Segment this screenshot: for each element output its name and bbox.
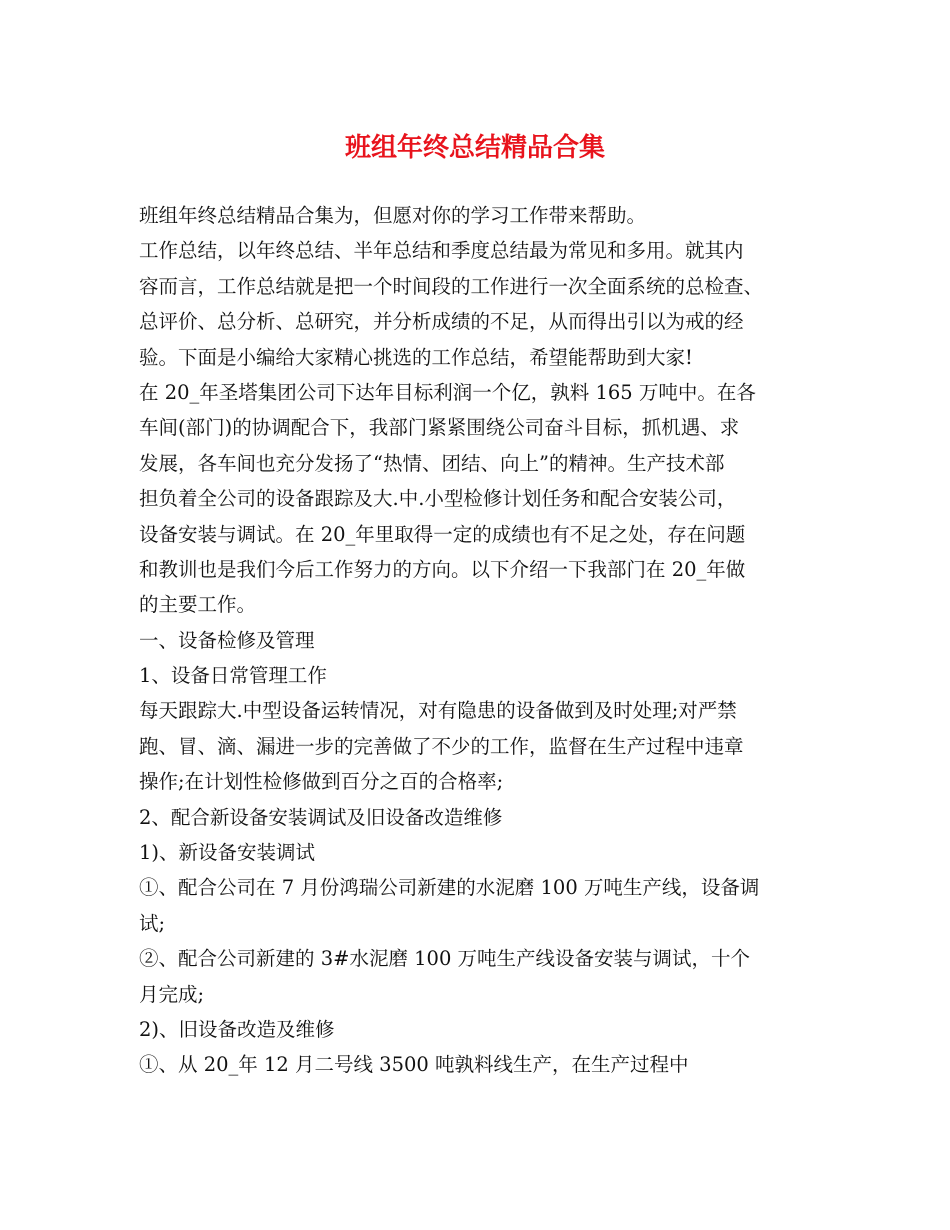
list-item-line: 月完成; xyxy=(139,982,205,1006)
body-line: 跑、冒、滴、漏进一步的完善做了不少的工作，监督在生产过程中违章 xyxy=(139,734,744,758)
list-item-line: 试; xyxy=(139,911,166,935)
body-line: 工作总结，以年终总结、半年总结和季度总结最为常见和多用。就其内 xyxy=(139,239,744,263)
body-line: 总评价、总分析、总研究，并分析成绩的不足，从而得出引以为戒的经 xyxy=(139,310,744,334)
document-title: 班组年终总结精品合集 xyxy=(344,133,605,163)
body-line: 每天跟踪大.中型设备运转情况，对有隐患的设备做到及时处理;对严禁 xyxy=(139,699,737,723)
list-heading: 2)、旧设备改造及维修 xyxy=(139,1017,335,1041)
body-line: 担负着全公司的设备跟踪及大.中.小型检修计划任务和配合安装公司， xyxy=(139,487,737,511)
body-line: 设备安装与调试。在 20_年里取得一定的成绩也有不足之处，存在问题 xyxy=(139,522,746,546)
body-line: 车间(部门)的协调配合下，我部门紧紧围绕公司奋斗目标，抓机遇、求 xyxy=(139,416,740,440)
body-line: 和教训也是我们今后工作努力的方向。以下介绍一下我部门在 20_年做 xyxy=(139,557,746,581)
body-line: 的主要工作。 xyxy=(139,593,257,617)
section-heading: 一、设备检修及管理 xyxy=(139,628,315,652)
document-body xyxy=(139,198,825,1083)
list-heading: 1)、新设备安装调试 xyxy=(139,841,316,865)
body-line: 在 20_年圣塔集团公司下达年目标利润一个亿，孰料 165 万吨中。在各 xyxy=(139,380,756,404)
body-line: 发展，各车间也充分发扬了“热情、团结、向上”的精神。生产技术部 xyxy=(139,451,725,475)
list-item-line: ①、配合公司在 7 月份鸿瑞公司新建的水泥磨 100 万吨生产线，设备调 xyxy=(139,876,760,900)
subsection-heading: 2、配合新设备安装调试及旧设备改造维修 xyxy=(139,805,503,829)
body-line: 操作;在计划性检修做到百分之百的合格率; xyxy=(139,770,504,794)
body-line: 容而言，工作总结就是把一个时间段的工作进行一次全面系统的总检查、 xyxy=(139,274,764,298)
list-item-line: ①、从 20_年 12 月二号线 3500 吨孰料线生产，在生产过程中 xyxy=(139,1053,689,1077)
list-item-line: ②、配合公司新建的 3#水泥磨 100 万吨生产线设备安装与调试，十个 xyxy=(139,947,751,971)
subsection-heading: 1、设备日常管理工作 xyxy=(139,664,327,688)
body-line: 验。下面是小编给大家精心挑选的工作总结，希望能帮助到大家! xyxy=(139,345,693,369)
body-line: 班组年终总结精品合集为，但愿对你的学习工作带来帮助。 xyxy=(139,204,647,227)
